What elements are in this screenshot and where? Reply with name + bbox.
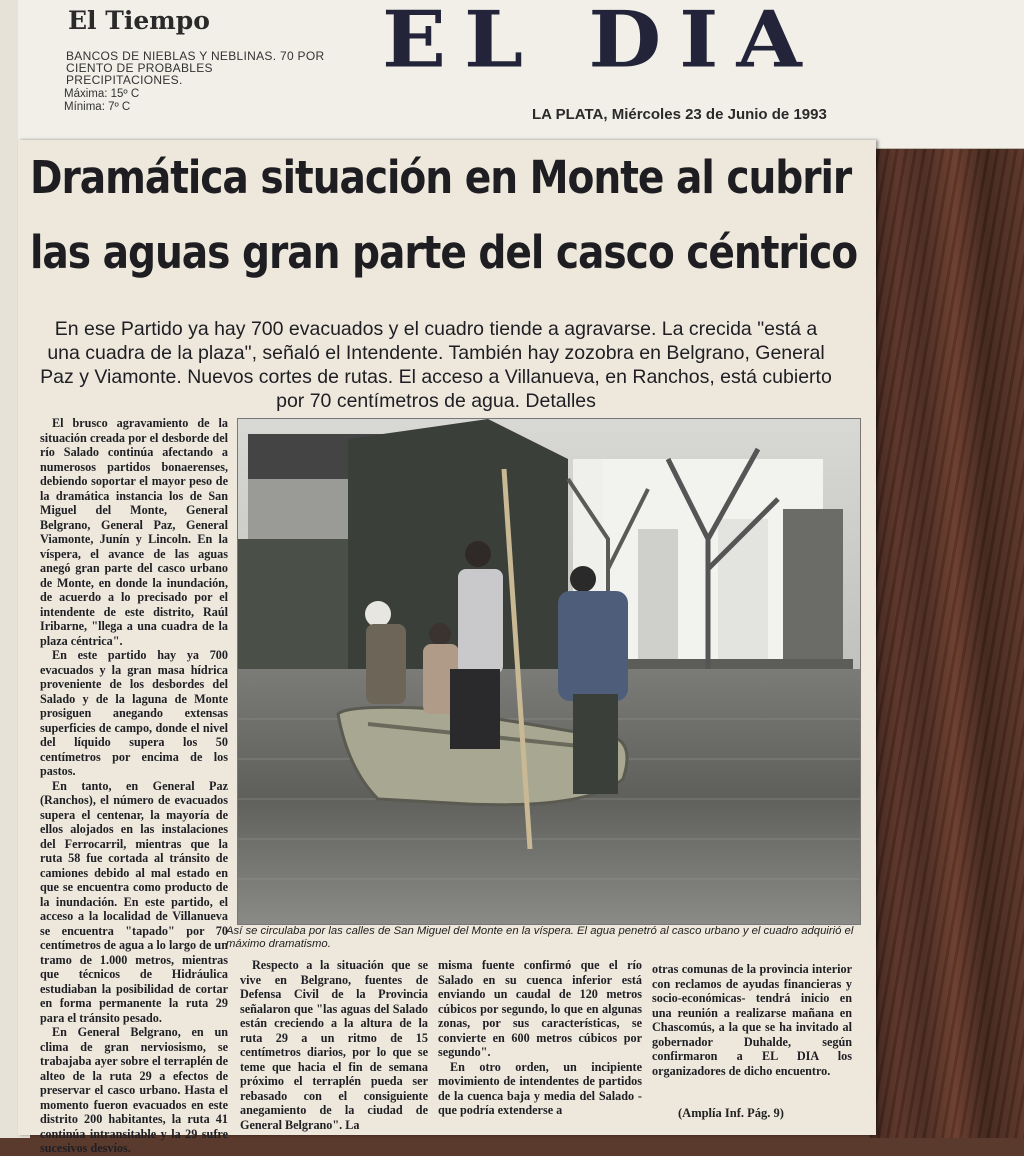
weather-forecast: BANCOS DE NIEBLAS Y NEBLINAS. 70 POR CIENTO DE PROBABLES PRECIPITACIONES.	[66, 49, 325, 87]
headline-line-1: Dramática situación en Monte al cubrir	[30, 151, 852, 204]
paragraph: En otro orden, un incipiente movimiento de intendentes de partidos de la cuenca baja y media del Salado -que podría extenderse a	[438, 1059, 642, 1117]
paragraph: El brusco agravamiento de la situación creada por el desborde del río Salado continúa afectando a numerosos partidos bonaerenses, debiendo soportar el mayor peso de la dramática instancia los de San Miguel del Monte, General Belgrano, General Paz, General Viamonte, Junín y Lincoln. En la víspera, el avance de las aguas anegó gran parte del casco urbano de Monte, en donde la inundación, de acuerdo a lo precisado por el intendente de este distrito, Raúl Iribarne, "llega a una cuadra de la plaza céntrica".	[40, 416, 228, 648]
temp-max: Máxima: 15º C	[64, 88, 140, 100]
column-4	[652, 962, 852, 1078]
paragraph: otras comunas de la provincia interior con reclamos de ayudas financieras y socio-económicas- tendrá inicio en una reunión a realizarse mañana en Chascomús, a la que se ha invitado al gobernador Duhalde, según confirmaron a EL DIA los organizadores de dicho encuentro.	[652, 962, 852, 1078]
photo-illustration	[238, 419, 860, 924]
weather-temps	[64, 88, 139, 114]
temp-min: Mínima: 7º C	[64, 101, 131, 113]
photo-caption: Así se circulaba por las calles de San Miguel del Monte en la víspera. El agua penetró al casco urbano y el cuadro adquirió el máximo dramatismo.	[226, 925, 854, 950]
paragraph: misma fuente confirmó que el río Salado en su cuenca inferior está enviando un caudal de 120 metros cúbicos por segundo, lo que en algunas zonas, por sus características, se convierte en 600 metros cúbicos por segundo".	[438, 958, 642, 1059]
dateline: LA PLATA, Miércoles 23 de Junio de 1993	[532, 106, 827, 123]
paragraph: En General Belgrano, en un clima de gran nerviosismo, se trabajaba ayer sobre el terraplén de alteo de la ruta 29 a efectos de preservar el casco urbano. Hasta el momento fueron evacuados en este distrito 200 habitantes, la ruta 41 continúa intransitable y la 29 sufre sucesivos desvíos.	[40, 1025, 228, 1155]
column-2	[240, 958, 428, 1132]
wooden-background	[870, 140, 1024, 1138]
masthead-logo: EL DIA	[382, 0, 820, 86]
headline	[30, 140, 858, 290]
paragraph: En este partido hay ya 700 evacuados y la gran masa hídrica proveniente de los desbordes del Salado y de la laguna de Monte prosiguen anegando extensas superficies de campo, donde el nivel del líquido supera los 50 centímetros por encima de los pastos.	[40, 648, 228, 778]
continued-note: (Amplía Inf. Pág. 9)	[678, 1106, 784, 1120]
column-3	[438, 958, 642, 1118]
subheadline: En ese Partido ya hay 700 evacuados y el cuadro tiende a agravarse. La crecida "está a una cuadra de la plaza", señaló el Intendente. También hay zozobra en Belgrano, General Paz y Viamonte. Nuevos cortes de rutas. El acceso a Villanueva, en Ranchos, está cubierto por 70 centímetros de agua. Detalles	[40, 318, 832, 412]
headline-line-2: las aguas gran parte del casco céntrico	[30, 226, 858, 279]
weather-title: El Tiempo	[68, 6, 210, 35]
paragraph: Respecto a la situación que se vive en Belgrano, fuentes de Defensa Civil de la Provincia señalaron que "las aguas del Salado están creciendo a la altura de la ruta 29 a un ritmo de 15 centímetros diarios, por lo que se teme que hacia el fin de semana próximo el terraplén pueda ser rebasado con el consiguiente anegamiento de la ciudad de General Belgrano". La	[240, 958, 428, 1132]
column-1	[40, 416, 228, 1156]
flood-photo	[237, 418, 861, 925]
paragraph: En tanto, en General Paz (Ranchos), el número de evacuados supera el centenar, la mayoría de ellos alojados en las instalaciones del Ferrocarril, mientras que la ruta 58 fue cortada al tránsito de camiones debido al mal estado en que se encuentra como producto de la inundación. En este partido, el acceso a la localidad de Villanueva se encuentra "tapado" por 70 centímetros de agua a lo largo de un tramo de 1.000 metros, mientras que técnicos de Hidráulica estudiaban la posibilidad de cortar en forma permanente la ruta 29 para el tránsito pesado.	[40, 778, 228, 1025]
